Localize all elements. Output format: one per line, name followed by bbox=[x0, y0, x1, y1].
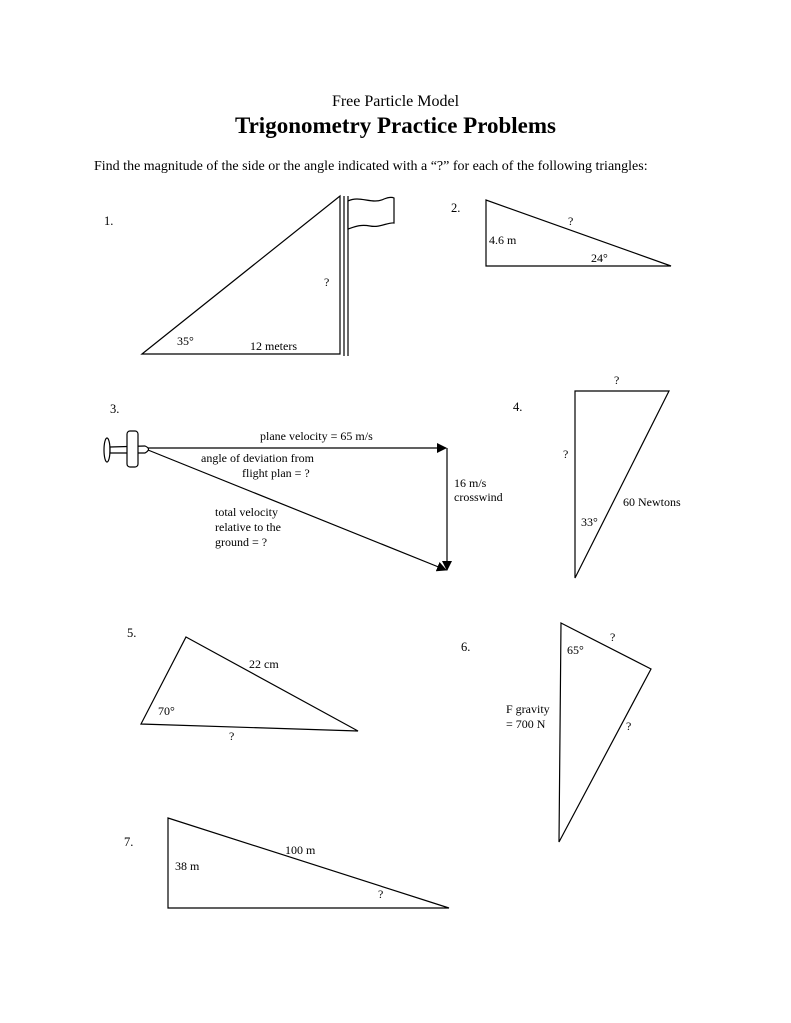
deviation-label-line2: flight plan = ? bbox=[242, 466, 310, 480]
instructions-text: Find the magnitude of the side or the angle indicated with a “?” for each of the following triangles: bbox=[94, 159, 648, 174]
top-label: ? bbox=[610, 630, 616, 644]
total-label-line2: relative to the bbox=[215, 520, 281, 534]
page-subtitle: Free Particle Model bbox=[331, 93, 460, 110]
problem-5 bbox=[127, 626, 358, 743]
triangle-1 bbox=[142, 196, 340, 354]
problem-number: 6. bbox=[461, 640, 471, 654]
problem-number: 4. bbox=[513, 400, 523, 414]
flag-icon bbox=[344, 196, 394, 356]
side-label: 4.6 m bbox=[489, 233, 517, 247]
force-label-line1: F gravity bbox=[506, 702, 550, 716]
problem-2 bbox=[451, 200, 671, 266]
problem-1 bbox=[104, 196, 394, 356]
problem-number: 5. bbox=[127, 626, 137, 640]
angle-label: 70° bbox=[158, 704, 175, 718]
total-label-line3: ground = ? bbox=[215, 535, 268, 549]
bottom-label: ? bbox=[229, 729, 235, 743]
problem-6 bbox=[461, 623, 651, 842]
total-label-line1: total velocity bbox=[215, 505, 278, 519]
triangle-7 bbox=[168, 818, 449, 908]
problem-3 bbox=[104, 402, 503, 570]
crosswind-label-line2: crosswind bbox=[454, 490, 503, 504]
angle-label: 24° bbox=[591, 251, 608, 265]
side-label: 22 cm bbox=[249, 657, 279, 671]
base-label: 12 meters bbox=[250, 339, 297, 353]
problem-number: 2. bbox=[451, 201, 461, 215]
angle-label: 65° bbox=[567, 643, 584, 657]
problem-number: 3. bbox=[110, 402, 120, 416]
problem-number: 1. bbox=[104, 214, 114, 228]
problem-7 bbox=[124, 818, 449, 908]
plane-velocity-label: plane velocity = 65 m/s bbox=[260, 429, 373, 443]
side-label: 38 m bbox=[175, 859, 200, 873]
page-title: Trigonometry Practice Problems bbox=[234, 113, 557, 138]
hyp-label: ? bbox=[568, 214, 574, 228]
angle-label: 35° bbox=[177, 334, 194, 348]
left-label: ? bbox=[563, 447, 569, 461]
right-label: ? bbox=[626, 719, 632, 733]
force-label-line2: = 700 N bbox=[506, 717, 546, 731]
height-label: ? bbox=[324, 275, 330, 289]
crosswind-label-line1: 16 m/s bbox=[454, 476, 487, 490]
airplane-icon bbox=[104, 431, 149, 467]
top-label: ? bbox=[614, 373, 620, 387]
deviation-label-line1: angle of deviation from bbox=[201, 451, 314, 465]
triangle-4 bbox=[575, 391, 669, 578]
problem-number: 7. bbox=[124, 835, 134, 849]
angle-label: ? bbox=[378, 887, 384, 901]
angle-label: 33° bbox=[581, 515, 598, 529]
problem-4 bbox=[513, 373, 681, 578]
hyp-label: 60 Newtons bbox=[623, 495, 681, 509]
hyp-label: 100 m bbox=[285, 843, 316, 857]
